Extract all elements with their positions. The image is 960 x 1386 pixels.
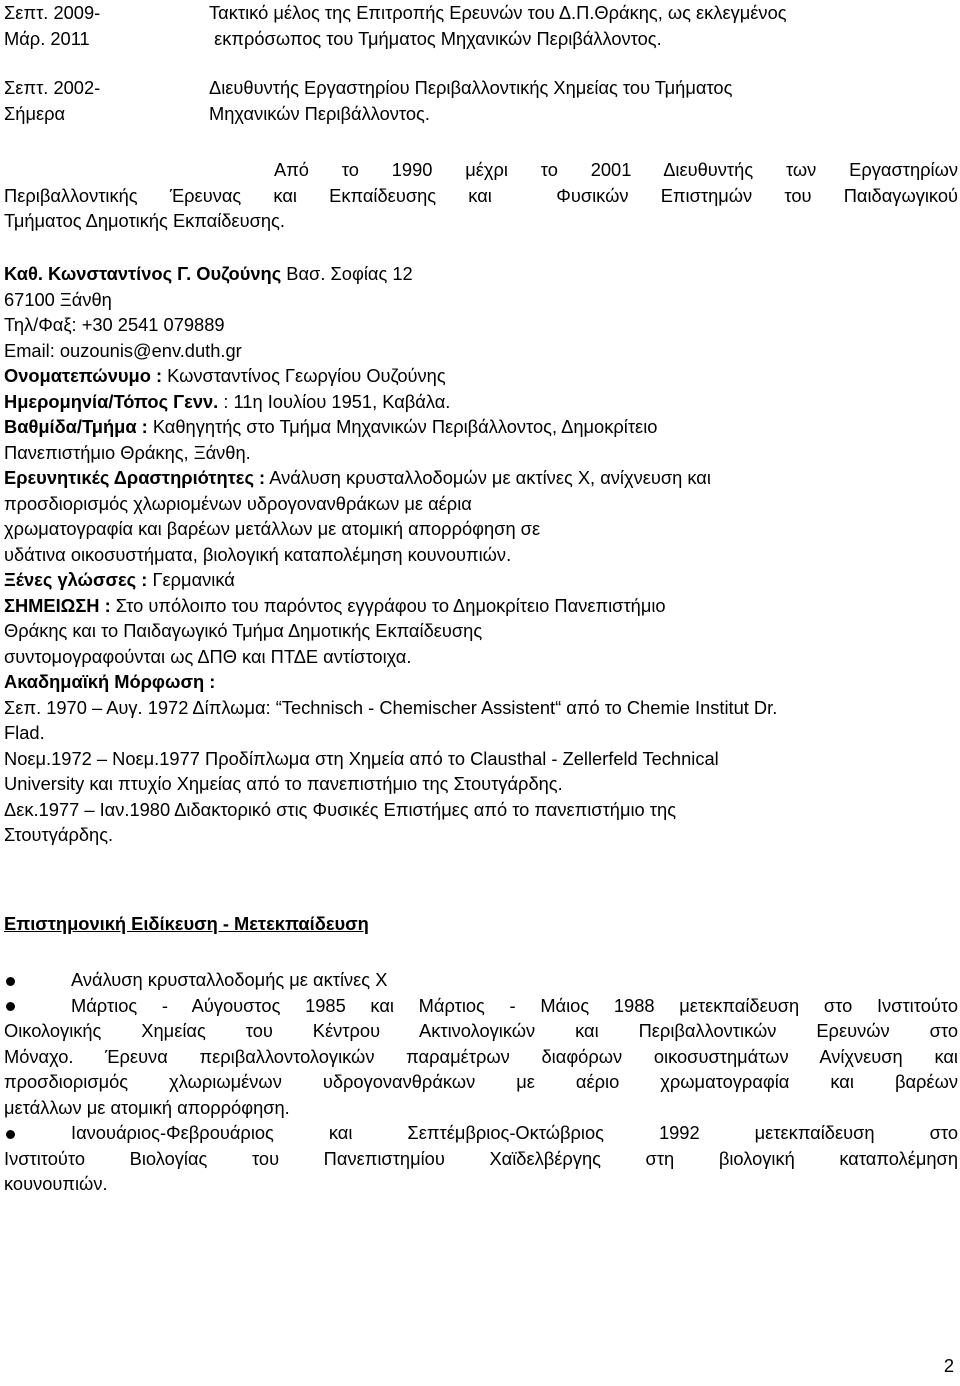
entry-date-end: Μάρ. 2011 [4, 27, 90, 49]
entry-date-start: Σεπτ. 2009- [4, 2, 101, 23]
contact-name: Καθ. Κωνσταντίνος Γ. Ουζούνης [4, 263, 282, 284]
contact-city: 67100 Ξάνθη [4, 288, 112, 310]
bullet-icon [6, 1130, 15, 1139]
entry-date-start: Σεπτ. 2002- [4, 77, 101, 98]
entry-text: Διευθυντής Εργαστηρίου Περιβαλλοντικής Χημείας του Τμήματος [209, 77, 733, 98]
timeline-entry [4, 0, 787, 51]
timeline-entry [4, 75, 732, 126]
contact-phone: Τηλ/Φαξ: +30 2541 079889 [4, 314, 225, 335]
section-title: Επιστημονική Ειδίκευση - Μετεκπαίδευση [4, 913, 369, 934]
list-item: Μάρτιος - Αύγουστος 1985 και Μάρτιος - Μάιος 1988 μετεκπαίδευση στο Ινστιτούτο Οικολογικής Χημείας του Κέντρου Ακτινολογικών και Περιβαλλοντικών Ερευνών στο Μόναχο. Έρευνα περιβαλλοντολογικών παραμέτρων διαφόρων οικοσυστημάτων Ανίχνευση και προσδιορισμός χλωριωμένων υδρογονανθράκων με αέριο χρωματογραφία και βαρέων μετάλλων με ατομική απορρόφηση. [4, 994, 958, 1118]
list-item: Ιανουάριος-Φεβρουάριος και Σεπτέμβριος-Οκτώβριος 1992 μετεκπαίδευση στο Ινστιτούτο Βιολογίας του Πανεπιστημίου Χαϊδελβέργης στη βιολογική καταπολέμηση κουνουπιών. [4, 1122, 958, 1194]
education-item: Νοεμ.1972 – Νοεμ.1977 Προδίπλωμα στη Χημεία από το Clausthal - Zellerfeld Technical [4, 747, 719, 769]
entry-text: εκπρόσωπος του Τμήματος Μηχανικών Περιβάλλοντος. [209, 27, 662, 49]
education-item: Δεκ.1977 – Ιαν.1980 Διδακτορικό στις Φυσικές Επιστήμες από το πανεπιστήμιο της [4, 798, 677, 820]
contact-street: Βασ. Σοφίας 12 [281, 263, 413, 284]
education-item: Σεπ. 1970 – Αυγ. 1972 Δίπλωμα: “Technisch - Chemischer Assistent“ από το Chemie Institut Dr. [4, 696, 778, 718]
director-paragraph: Από το 1990 μέχρι το 2001 Διευθυντής των Εργαστηρίων Περιβαλλοντικής Έρευνας και Εκπαίδευσης και Φυσικών Επιστημών του Παιδαγωγικού Τμήματος Δημοτικής Εκπαίδευσης. [4, 159, 958, 231]
entry-text: Μηχανικών Περιβάλλοντος. [209, 102, 430, 124]
entry-text: Τακτικό μέλος της Επιτροπής Ερευνών του Δ.Π.Θράκης, ως εκλεγμένος [209, 2, 787, 23]
page-number: 2 [943, 1355, 954, 1376]
academic-heading: Ακαδημαϊκή Μόρφωση : [4, 671, 216, 692]
bullet-icon [6, 1002, 15, 1011]
entry-date-end: Σήμερα [4, 102, 66, 124]
list-item: Ανάλυση κρυσταλλοδομής με ακτίνες Χ [4, 967, 958, 993]
bullet-icon [6, 977, 15, 986]
contact-block: Καθ. Κωνσταντίνος Γ. Ουζούνης Βασ. Σοφίας 12 67100 Ξάνθη Τηλ/Φαξ: +30 2541 079889 Email: ouzounis@env.duth.gr Ονοματεπώνυμο : Κωνσταντίνος Γεωργίου Ουζούνης Ημερομηνία/Τόπος Γενν. : 11η Ιουλίου 1951, Καβάλα. Βαθμίδα/Τμήμα : Καθηγητής στο Τμήμα Μηχανικών Περιβάλλοντος, Δημοκρίτειο Πανεπιστήμιο Θράκης, Ξάνθη. Ερευνητικές Δραστηριότητες : Ανάλυση κρυσταλλοδομών με ακτίνες Χ, ανίχνευση και προσδιορισμός χλωριομένων υδρογονανθράκων με αέρια χρωματογραφία και βαρέων μετάλλων με ατομική απορρόφηση σε υδάτινα οικοσυστήματα, βιολογική καταπολέμηση κουνουπιών. Ξένες γλώσσες : Γερμανικά ΣΗΜΕΙΩΣΗ : Στο υπόλοιπο του παρόντος εγγράφου το Δημοκρίτειο Πανεπιστήμιο Θράκης και το Παιδαγωγικό Τμήμα Δημοτικής Εκπαίδευσης συντομογραφούνται ως ΔΠΘ και ΠΤΔΕ αντίστοιχα. Ακαδημαϊκή Μόρφωση : Σεπ. 1970 – Αυγ. 1972 Δίπλωμα: “Technisch - Chemischer Assistent“ από το Chemie Institut Dr. Flad. Νοεμ.1972 – Νοεμ.1977 Προδίπλωμα στη Χημεία από το Clausthal - Zellerfeld Technical University και πτυχίο Χημείας από το πανεπιστήμιο της Στουτγάρδης. Δεκ.1977 – Ιαν.1980 Διδακτορικό στις Φυσικές Επιστήμες από το πανεπιστήμιο της Στουτγάρδης. [4, 263, 778, 845]
contact-email: Email: ouzounis@env.duth.gr [4, 339, 242, 361]
specialization-list [4, 967, 958, 1197]
